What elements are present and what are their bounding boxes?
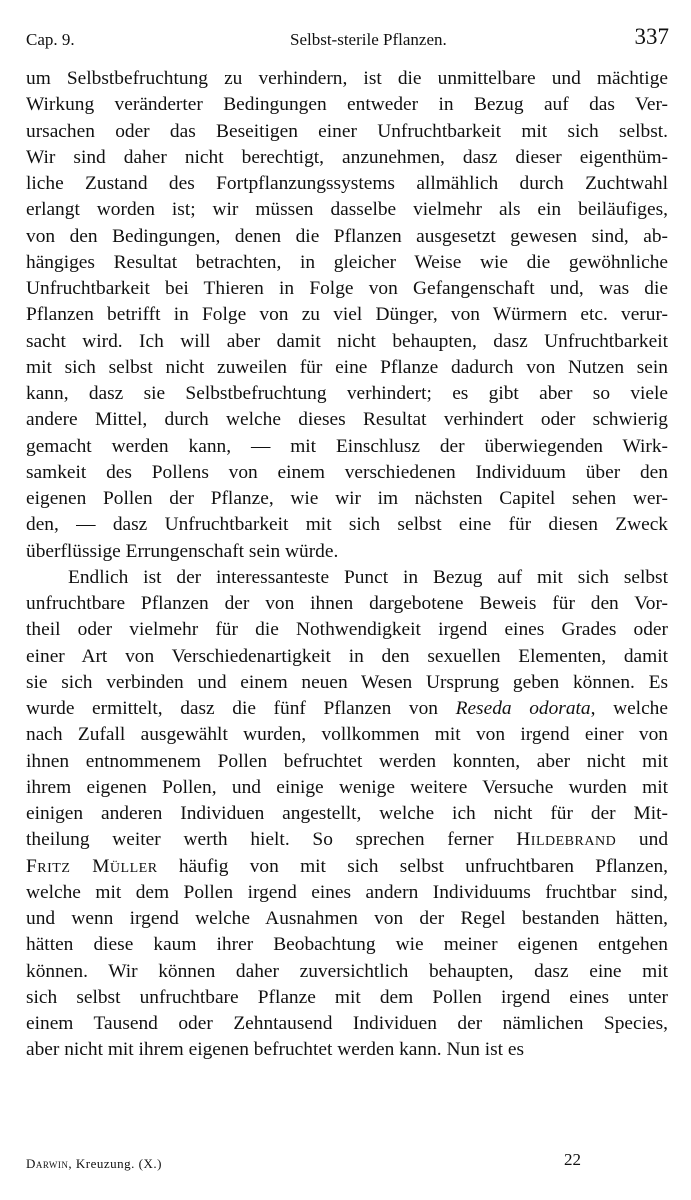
text-line: sie sich verbinden und einem neuen Wesen Ursprung geben können. Es [26,671,668,693]
text-line: Fritz Müller häufig von mit sich selbst unfruchtbaren Pflanzen, [26,855,668,877]
text-line: eigenen Pollen der Pflanze, wie wir im nächsten Capitel sehen wer- [26,488,668,509]
text-line: aber nicht mit ihrem eigenen befruchtet werden kann. Nun ist es [26,1039,525,1061]
text-line: ihrem eigenen Pollen, und einige wenige weitere Versuche wurden mit [26,776,668,798]
text-line: mit sich selbst nicht zuweilen für eine Pflanze dadurch von Nutzen sein [26,356,668,378]
text-line: einem Tausend oder Zehntausend Individuen der nämlichen Species, [26,1013,668,1034]
text-line: ursachen oder das Beseitigen einer Unfruchtbarkeit mit sich selbst. [26,120,668,142]
body-text [26,66,668,1064]
text-line: einer Art von Verschiedenartigkeit in den sexuellen Elementen, damit [26,645,668,667]
text-line: und wenn irgend welche Ausnahmen von der Regel bestanden hätten, [26,908,668,929]
running-title: Selbst-sterile Pflanzen. [290,30,447,49]
text-line: den, — dasz Unfruchtbarkeit mit sich selbst eine für diesen Zweck [26,514,668,536]
sheet-number: 22 [564,1150,581,1169]
signature-mark: Darwin, Kreuzung. (X.) [26,1156,162,1171]
text-line: gemacht werden kann, — mit Einschlusz der überwiegenden Wirk- [26,435,668,457]
text-line: können. Wir können daher zuversichtlich behaupten, dasz eine mit [26,960,668,982]
text-line: nach Zufall ausgewählt wurden, vollkommen mit von irgend einer von [26,724,668,746]
text-line: samkeit des Pollens von einem verschiedenen Individuum über den [26,461,668,483]
text-line: liche Zustand des Fortpflanzungssystems allmählich durch Zuchtwahl [26,173,668,194]
page-footer [26,1150,669,1180]
text-line: um Selbstbefruchtung zu verhindern, ist die unmittelbare und mächtige [26,68,668,89]
text-line: sich selbst unfruchtbare Pflanze mit dem Pollen irgend eines unter [26,986,668,1008]
text-line: theilung weiter werth hielt. So sprechen ferner Hildebrand und [26,829,668,851]
text-line: ihnen entnommenem Pollen befruchtet werden konnten, aber nicht mit [26,750,668,772]
text-line: hängiges Resultat betrachten, in gleicher Weise wie die gewöhnliche [26,251,668,273]
text-line: Unfruchtbarkeit bei Thieren in Folge von Gefangenschaft und, was die [26,278,668,299]
text-line: Pflanzen betrifft in Folge von zu viel Dünger, von Würmern etc. verur- [26,304,668,326]
text-line: Wirkung veränderter Bedingungen entweder in Bezug auf das Ver- [26,94,668,116]
text-line: kann, dasz sie Selbstbefruchtung verhindert; es gibt aber so viele [26,383,668,404]
text-line: Endlich ist der interessanteste Punct in Bezug auf mit sich selbst [68,566,668,588]
running-header [26,22,669,52]
text-line: überflüssige Errungenschaft sein würde. [26,540,339,562]
chapter-label: Cap. 9. [26,30,75,49]
text-line: Wir sind daher nicht berechtigt, anzunehmen, dasz dieser eigenthüm- [26,146,668,168]
text-line: theil oder vielmehr für die Nothwendigkeit irgend eines Grades oder [26,619,668,641]
text-line: welche mit dem Pollen irgend eines andern Individuums fruchtbar sind, [26,881,668,903]
text-line: wurde ermittelt, dasz die fünf Pflanzen von Reseda odorata, welche [26,698,668,719]
page-number: 337 [634,24,669,49]
text-line: sacht wird. Ich will aber damit nicht behaupten, dasz Unfruchtbarkeit [26,330,668,352]
text-line: einigen anderen Individuen angestellt, welche ich nicht für der Mit- [26,803,668,824]
text-line: unfruchtbare Pflanzen der von ihnen dargebotene Beweis für den Vor- [26,593,668,614]
text-line: hätten diese kaum ihrer Beobachtung wie meiner eigenen entgehen [26,934,668,956]
text-line: erlangt worden ist; wir müssen dasselbe vielmehr als ein beiläufiges, [26,199,668,221]
text-line: andere Mittel, durch welche dieses Resultat verhindert oder schwierig [26,409,668,431]
text-line: von den Bedingungen, denen die Pflanzen ausgesetzt gewesen sind, ab- [26,225,668,247]
